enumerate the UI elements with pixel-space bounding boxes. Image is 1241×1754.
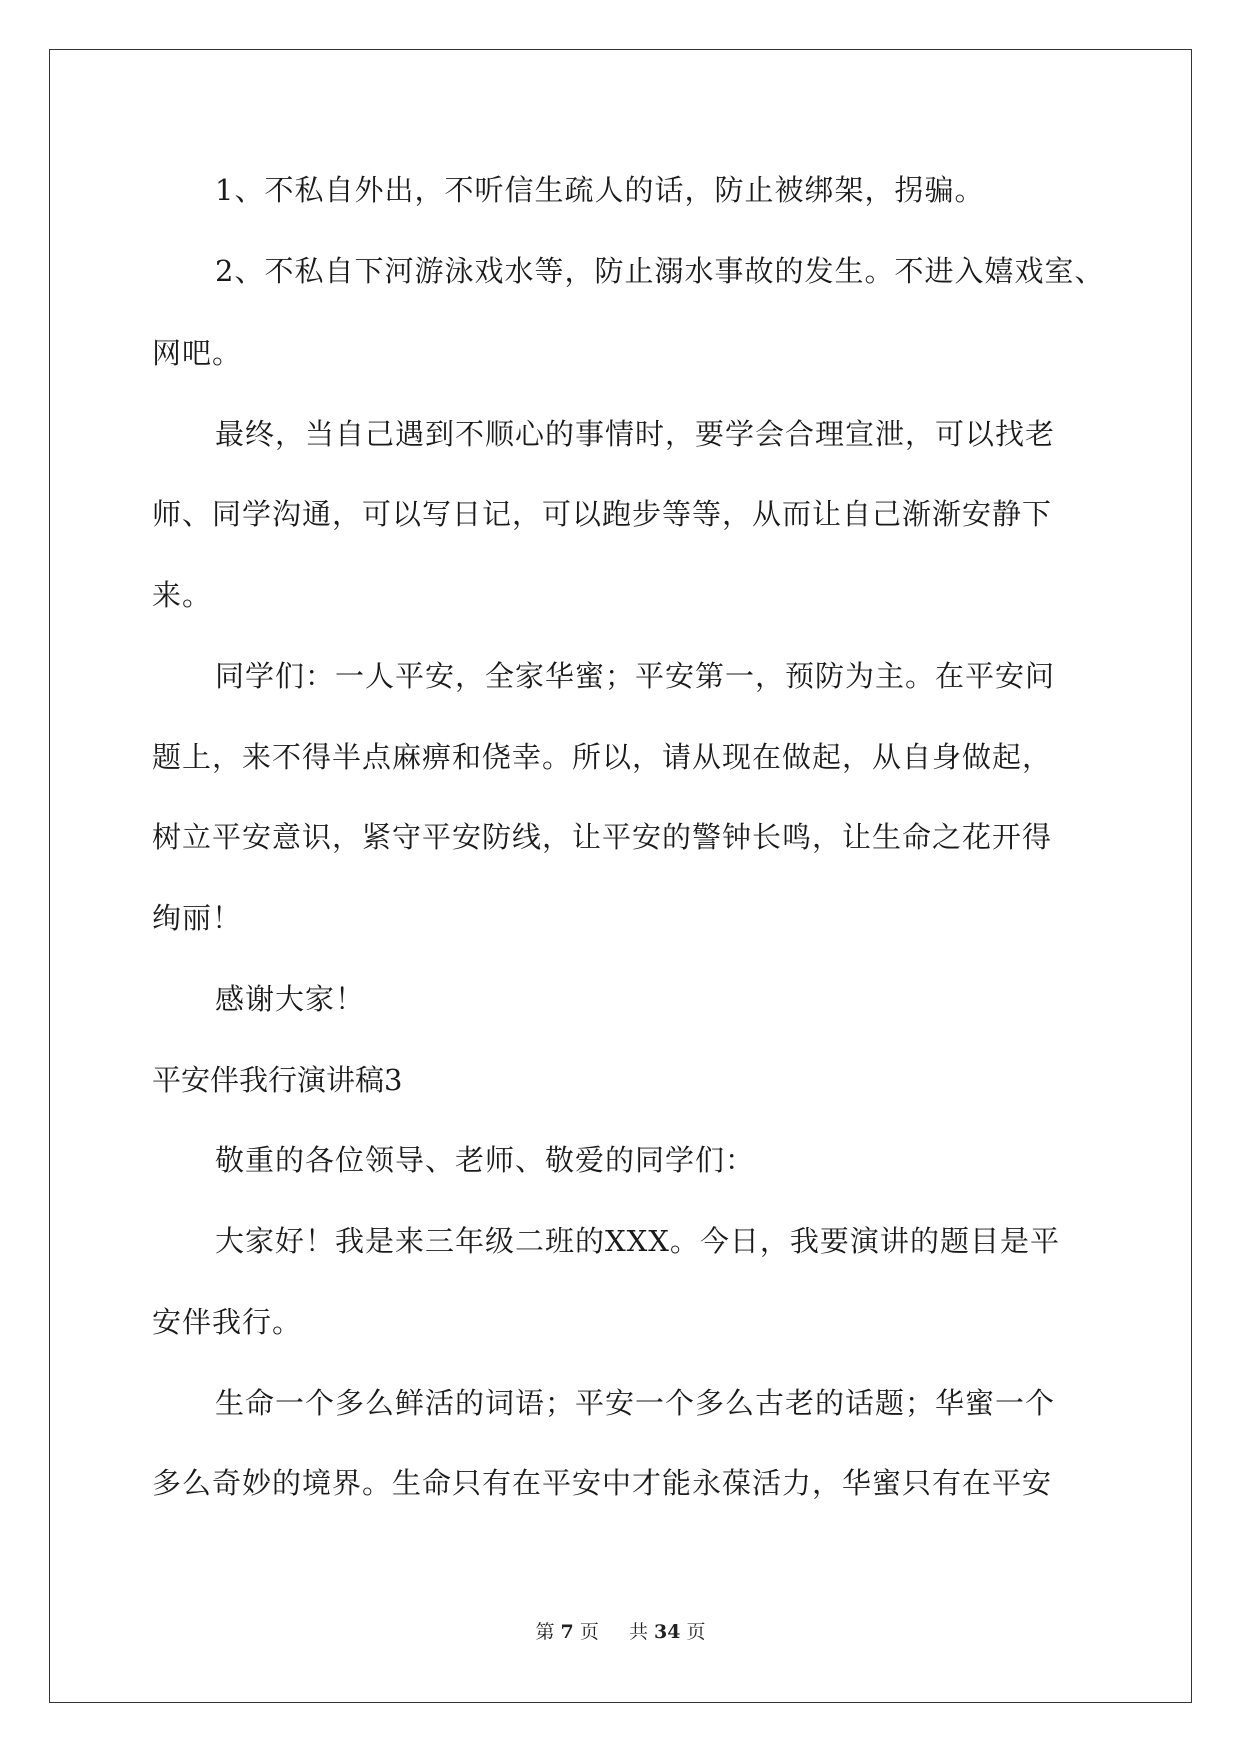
paragraph-line: 绚丽！ [152, 901, 243, 935]
total-prefix: 共 [628, 1621, 648, 1643]
paragraph-line: 安伴我行。 [152, 1305, 303, 1339]
total-page-count: 34 [654, 1621, 681, 1643]
paragraph-line: 2、不私自下河游泳戏水等，防止溺水事故的发生。不进入嬉戏室、 [215, 254, 1105, 288]
page-border [49, 49, 1192, 1703]
paragraph-line: 1、不私自外出，不听信生疏人的话，防止被绑架，拐骗。 [215, 173, 985, 207]
paragraph-line: 网吧。 [152, 336, 243, 370]
current-page-number: 7 [560, 1621, 574, 1643]
paragraph-line: 感谢大家！ [215, 982, 366, 1016]
paragraph-line: 题上，来不得半点麻痹和侥幸。所以，请从现在做起，从自身做起， [152, 740, 1053, 774]
paragraph-line: 来。 [152, 578, 213, 612]
paragraph-line: 师、同学沟通，可以写日记，可以跑步等等，从而让自己渐渐安静下 [152, 497, 1053, 531]
paragraph-line: 同学们：一人平安，全家华蜜；平安第一，预防为主。在平安问 [215, 659, 1056, 693]
paragraph-line: 敬重的各位领导、老师、敬爱的同学们： [215, 1143, 756, 1177]
paragraph-line: 多么奇妙的境界。生命只有在平安中才能永葆活力，华蜜只有在平安 [152, 1466, 1053, 1500]
paragraph-line: 树立平安意识，紧守平安防线，让平安的警钟长鸣，让生命之花开得 [152, 820, 1053, 854]
paragraph-line: 生命一个多么鲜活的词语；平安一个多么古老的话题；华蜜一个 [215, 1386, 1056, 1420]
page-suffix: 页 [579, 1621, 599, 1643]
section-title: 平安伴我行演讲稿3 [152, 1063, 403, 1097]
total-suffix: 页 [686, 1621, 706, 1643]
paragraph-line: 大家好！我是来三年级二班的XXX。今日，我要演讲的题目是平 [215, 1224, 1060, 1258]
paragraph-line: 最终，当自己遇到不顺心的事情时，要学会合理宣泄，可以找老 [215, 417, 1056, 451]
page-footer [0, 1620, 1241, 1644]
page-prefix: 第 [535, 1621, 555, 1643]
